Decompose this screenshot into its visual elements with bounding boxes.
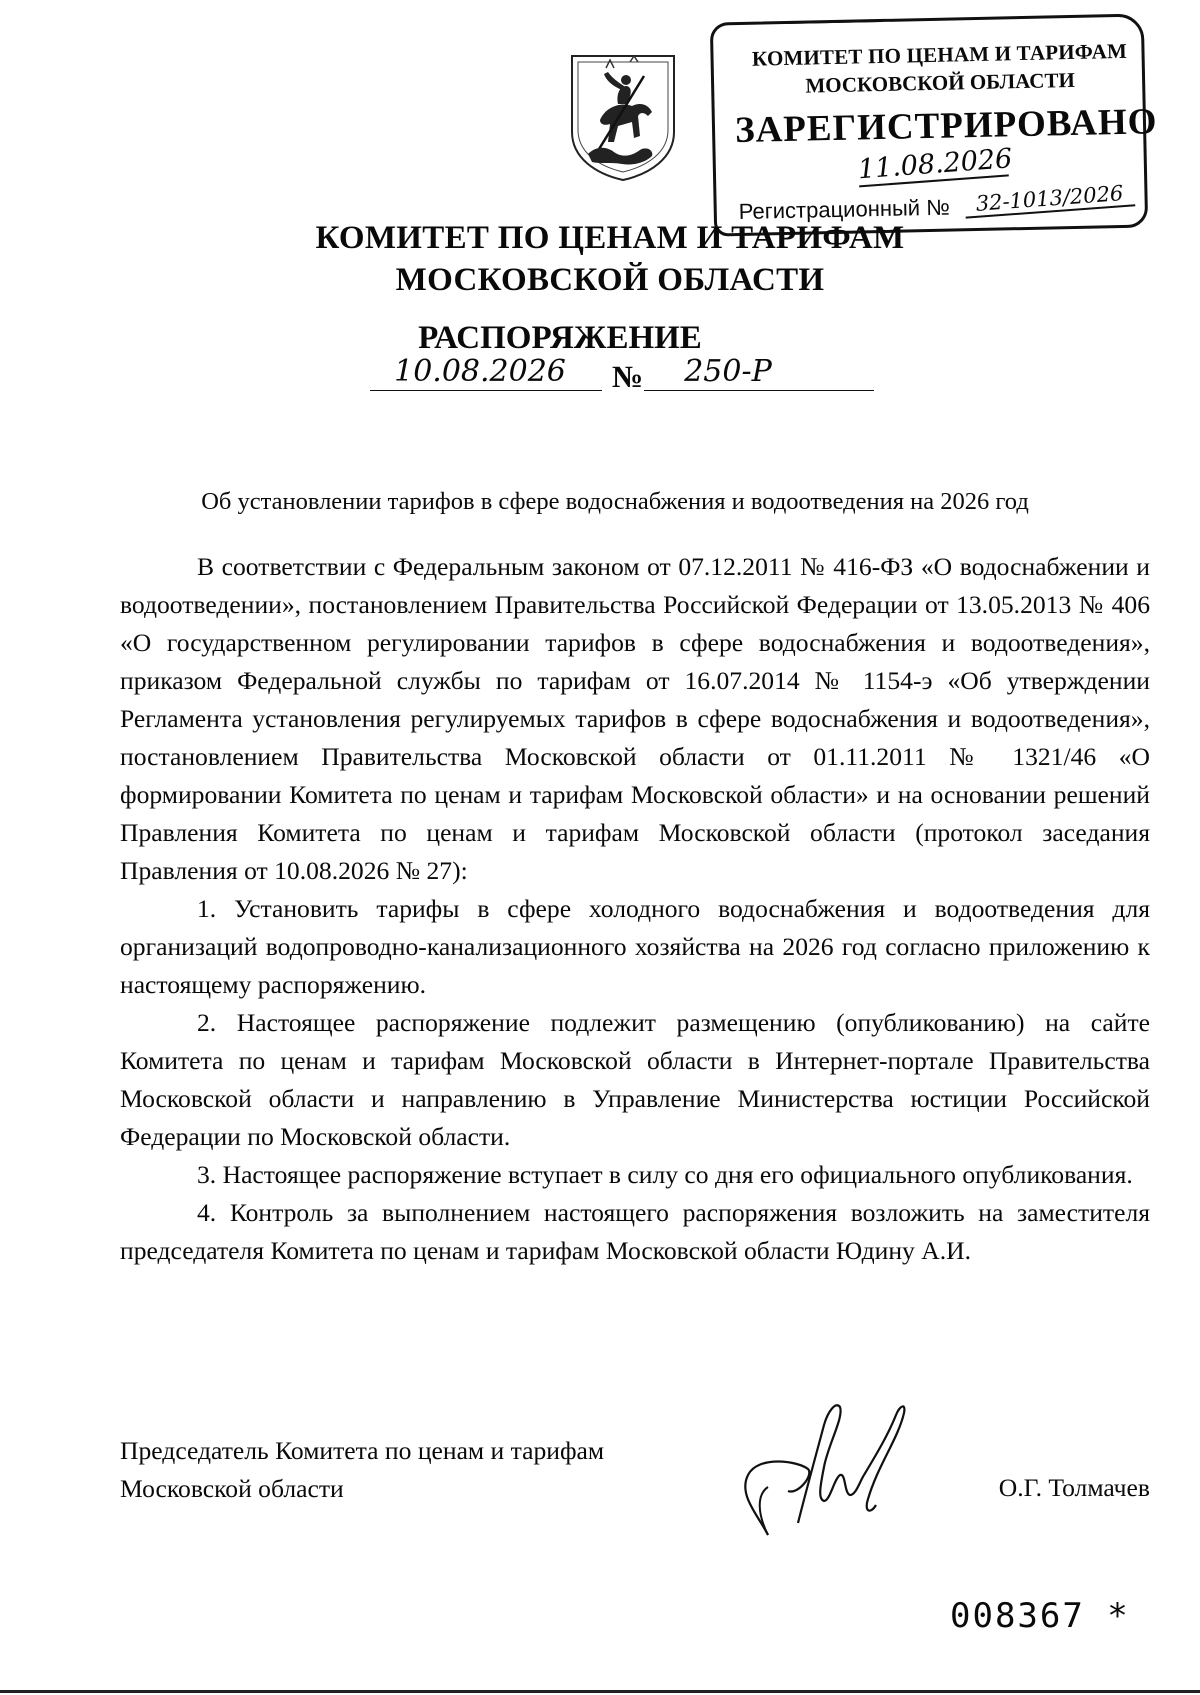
document-subject: Об установлении тарифов в сфере водоснабжения и водоотведения на 2026 год <box>201 488 1029 515</box>
item-paragraph-4: 4. Контроль за выполнением настоящего распоряжения возложить на заместителя председателя Комитета по ценам и тарифам Московской области Юдину А.И. <box>120 1198 1150 1265</box>
signatory-name: О.Г. Толмачев <box>998 1473 1150 1502</box>
org-name-line1: КОМИТЕТ ПО ЦЕНАМ И ТАРИФАМ <box>315 220 905 256</box>
org-name-line2: МОСКОВСКОЙ ОБЛАСТИ <box>395 262 825 298</box>
stamp-top-line <box>783 20 883 24</box>
order-number-field <box>644 354 874 391</box>
signatory-title-line2: Московской области <box>120 1474 344 1503</box>
handwritten-signature <box>728 1395 948 1545</box>
order-number: 250-Р <box>684 354 772 389</box>
page-bottom-border <box>0 1690 1200 1693</box>
serial-number: 008367 * <box>950 1596 1130 1636</box>
document-body <box>120 548 1150 1270</box>
item-paragraph-1: 1. Установить тарифы в сфере холодного водоснабжения и водоотведения для организаций водопроводно-канализационного хозяйства на 2026 год согласно приложению к настоящему распоряжению. <box>120 894 1150 999</box>
preamble-paragraph: В соответствии с Федеральным законом от 07.12.2011 № 416-ФЗ «О водоснабжении и водоотведении», постановлением Правительства Российской Федерации от 13.05.2013 № 406 «О государственном регулировании тарифов в сфере водоснабжения и водоотведения», приказом Федеральной службы по тарифам от 16.07.2014 № 1154-э «Об утверждении Регламента установления регулируемых тарифов в сфере водоснабжения и водоотведения», постановлением Правительства Московской области от 01.11.2011 № 1321/46 «О формировании Комитета по ценам и тарифам Московской области» и на основании решений Правления Комитета по ценам и тарифам Московской области (протокол заседания Правления от 10.08.2026 № 27): <box>120 552 1150 885</box>
stamp-reg-number: 32-1013/2026 <box>964 180 1135 218</box>
stamp-date: 11.08.2026 <box>856 143 1014 186</box>
stamp-reg-label: Регистрационный № <box>738 194 951 225</box>
stamp-status: ЗАРЕГИСТРИРОВАНО <box>734 101 1158 152</box>
order-date: 10.08.2026 <box>394 354 566 389</box>
signatory-title-line1: Председатель Комитета по ценам и тарифам <box>120 1436 605 1465</box>
item-paragraph-3: 3. Настоящее распоряжение вступает в силу со дня его официального опубликования. <box>197 1160 1133 1189</box>
stamp-org-line2: МОСКОВСКОЙ ОБЛАСТИ <box>805 67 1076 98</box>
registration-stamp <box>710 13 1158 236</box>
stamp-org-line1: КОМИТЕТ ПО ЦЕНАМ И ТАРИФАМ <box>751 38 1128 71</box>
order-date-field <box>370 354 602 391</box>
item-paragraph-2: 2. Настоящее распоряжение подлежит размещению (опубликованию) на сайте Комитета по ценам и тарифам Московской области в Интернет-портале Правительства Московской области и направлению в Управление Министерства юстиции Российской Федерации по Московской области. <box>120 1008 1150 1151</box>
number-sign: № <box>612 359 644 394</box>
signatory-title <box>120 1432 604 1508</box>
moscow-oblast-coat-of-arms-icon <box>566 50 680 182</box>
document-type: РАСПОРЯЖЕНИЕ <box>418 320 702 356</box>
